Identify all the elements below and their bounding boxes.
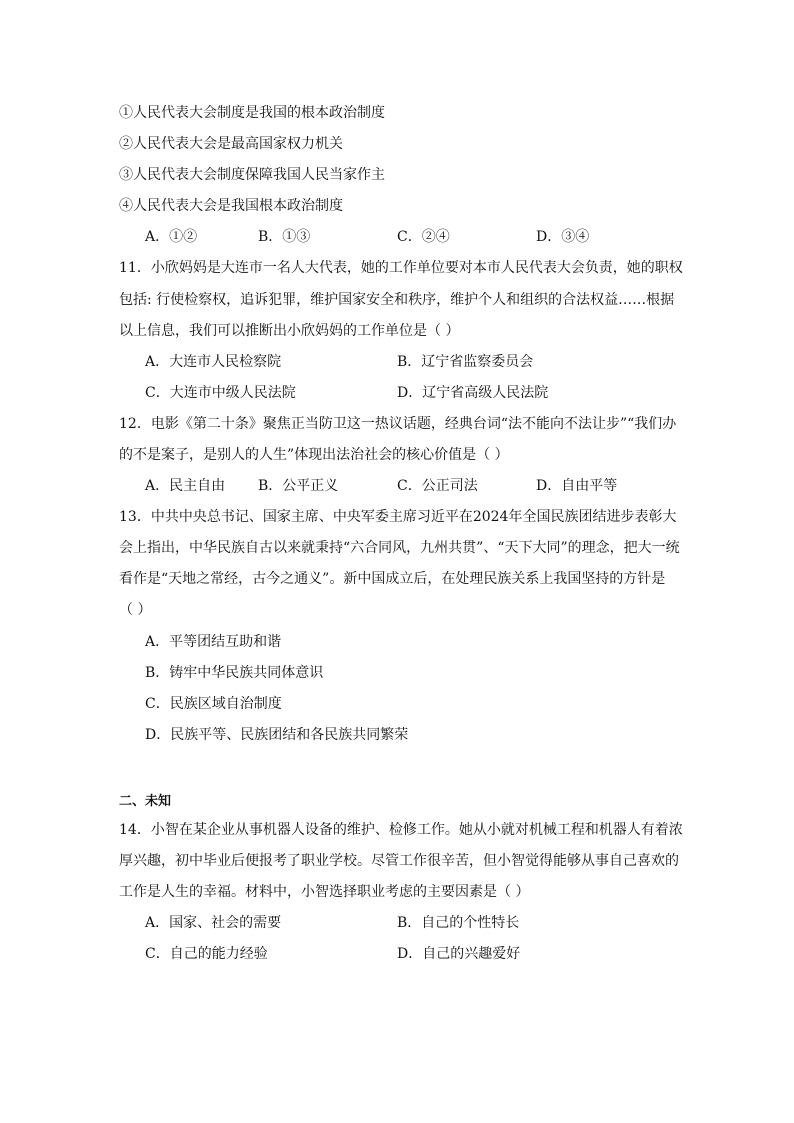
statement-1: ①人民代表大会制度是我国的根本政治制度 bbox=[119, 105, 385, 121]
q10-option-c[interactable]: C．②④ bbox=[397, 229, 450, 245]
q13-stem-line: （ ） bbox=[119, 602, 152, 618]
q13-option-d[interactable]: D．民族平等、民族团结和各民族共同繁荣 bbox=[145, 727, 409, 743]
q13-stem-line: 看作是“天地之常经，古今之通义”。新中国成立后，在处理民族关系上我国坚持的方针是 bbox=[119, 571, 666, 587]
q14-option-a[interactable]: A．国家、社会的需要 bbox=[145, 915, 282, 931]
q13-option-c[interactable]: C．民族区域自治制度 bbox=[145, 696, 282, 712]
q11-option-b[interactable]: B．辽宁省监察委员会 bbox=[397, 354, 534, 370]
q11-stem-line: 以上信息，我们可以推断出小欣妈妈的工作单位是（ ） bbox=[119, 323, 460, 339]
q13-stem-line: 13．中共中央总书记、国家主席、中央军委主席习近平在2024年全国民族团结进步表彰大 bbox=[119, 509, 677, 525]
q12-option-b[interactable]: B．公平正义 bbox=[258, 478, 339, 494]
statement-2: ②人民代表大会是最高国家权力机关 bbox=[119, 136, 343, 152]
q13-option-a[interactable]: A．平等团结互助和谐 bbox=[145, 634, 282, 650]
q14-option-b[interactable]: B．自己的个性特长 bbox=[397, 915, 520, 931]
q12-option-a[interactable]: A．民主自由 bbox=[145, 478, 226, 494]
section-heading: 二、未知 bbox=[119, 794, 172, 809]
q11-option-c[interactable]: C．大连市中级人民法院 bbox=[145, 385, 296, 401]
q10-option-a[interactable]: A．①② bbox=[145, 229, 198, 245]
q10-option-b[interactable]: B．①③ bbox=[258, 229, 311, 245]
q14-stem-line: 厚兴趣，初中毕业后便报考了职业学校。尽管工作很辛苦，但小智觉得能够从事自己喜欢的 bbox=[119, 853, 679, 869]
q12-option-d[interactable]: D．自由平等 bbox=[536, 478, 618, 494]
q14-stem-line: 工作是人生的幸福。材料中，小智选择职业考虑的主要因素是（ ） bbox=[119, 884, 530, 900]
q11-stem-line: 包括: 行使检察权，追诉犯罪，维护国家安全和秩序，维护个人和组织的合法权益……根据 bbox=[119, 292, 675, 308]
q13-option-b[interactable]: B．铸牢中华民族共同体意识 bbox=[145, 665, 324, 681]
q12-stem-line: 的不是案子，是别人的人生”体现出法治社会的核心价值是（ ） bbox=[119, 447, 509, 463]
statement-3: ③人民代表大会制度保障我国人民当家作主 bbox=[119, 167, 385, 183]
q14-option-d[interactable]: D．自己的兴趣爱好 bbox=[397, 946, 521, 962]
q11-option-d[interactable]: D．辽宁省高级人民法院 bbox=[397, 385, 549, 401]
q12-option-c[interactable]: C．公正司法 bbox=[397, 478, 478, 494]
q12-stem-line: 12．电影《第二十条》聚焦正当防卫这一热议话题，经典台词“法不能向不法让步”“我们办 bbox=[119, 416, 677, 432]
q14-option-c[interactable]: C．自己的能力经验 bbox=[145, 946, 268, 962]
q10-option-d[interactable]: D．③④ bbox=[536, 229, 590, 245]
q13-stem-line: 会上指出，中华民族自古以来就秉持“六合同风，九州共贯”、“天下大同”的理念，把大一统 bbox=[119, 540, 680, 556]
q11-stem-line: 11．小欣妈妈是大连市一名人大代表，她的工作单位要对本市人民代表大会负责，她的职权 bbox=[119, 260, 683, 276]
q11-option-a[interactable]: A．大连市人民检察院 bbox=[145, 354, 282, 370]
q14-stem-line: 14．小智在某企业从事机器人设备的维护、检修工作。她从小就对机械工程和机器人有着浓 bbox=[119, 822, 683, 838]
statement-4: ④人民代表大会是我国根本政治制度 bbox=[119, 198, 343, 214]
